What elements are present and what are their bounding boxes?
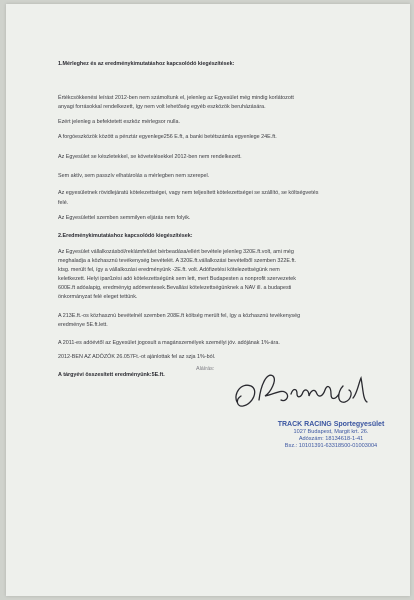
section1-line: Az Egyesülettel szemben semmilyen eljárás nem folyik. [58,215,191,221]
section2-line: ktsg. merült fel, így a vállalkozási eredményünk -2E.ft. volt. Adófizetési kötelezettségünk nem [58,267,280,273]
section2-line: keletkezett. Helyi iparűzési adó kötelezettségünk sem lett, mert Budapesten a nonprofit szervezetek [58,276,296,282]
section2-line: 2012-BEN AZ ADÓZÓK 26.057Ft.-ot ajánlottak fel az szja 1%-ból. [58,354,216,360]
section1-heading: 1.Mérleghez és az eredménykimutatáshoz kapcsolódó kiegészítések: [58,61,235,67]
section1-line: anyagi forrásokkal rendelkezett, így nem volt lehetőség egyéb eszközök beruházására. [58,104,266,110]
signature-label: Aláírás: [196,366,215,372]
section2-line: 600E.ft adóalapig, eredményig adómentesek.Bevallási kötelezettségünknek a NAV ill. a budapesti [58,285,292,291]
section2-line: Az Egyesület vállalkozásból/reklámfelület bérbeadása/ellért bevétele jelenleg 320E.ft.volt, ami még [58,249,294,255]
handwritten-signature [231,364,376,414]
section1-line: A forgóeszközök között a pénztár egyenlege256 E.ft, a banki betétszámla egyenlege 24E.ft. [58,134,277,140]
section1-line: Az egyesületnek rövidlejáratú kötelezettségei, vagy nem teljesített kötelezettségei se szállító, se költségvetés [58,190,319,196]
section2-line: meghaladja a közhasznú tevékenység bevételét. A 320E.ft.vállalkozási bevételből szemben 322E.ft. [58,258,296,264]
document-page [6,4,410,596]
section2-heading: 2.Eredménykimutatáshoz kapcsolódó kiegészítések: [58,233,193,239]
section1-line: Ezért jelenleg a befektetett eszköz mérlegsor nulla. [58,119,180,125]
section2-line: eredménye 5E.ft.lett. [58,322,108,328]
section1-line: Az Egyesület se készletekkel, se követelésekkel 2012-ben nem rendelkezett. [58,154,242,160]
section1-line: Sem aktív, sem passzív elhatárolás a mérlegben nem szerepel. [58,173,210,179]
section1-line: Értékcsökkenési leírást 2012-ben nem számoltunk el, jelenleg az Egyesület még mindig korlátozott [58,95,294,101]
stamp-address: 1027 Budapest, Margit krt. 26. [293,429,369,435]
stamp-organization-name: TRACK RACING Sportegyesület [277,421,385,428]
section2-line: A 2011-es adóévtől az Egyesület jogosult a magánszemélyek személyi jöv. adójának 1%-ára. [58,340,280,346]
result-line: A tárgyévi összesített eredményünk:5E.ft. [58,372,165,378]
section1-line: felé. [58,200,69,206]
stamp-bank-account: Bsz.: 10101391-63318500-01003004 [284,443,378,449]
section2-line: önkormányzat felé eleget tettünk. [58,294,138,300]
stamp-tax-number: Adószám: 18134618-1-41 [298,436,364,442]
organization-stamp [256,421,406,450]
section2-line: A 213E.ft.-os közhasznú bevételnél szemben 208E.ft költség merült fel, így a közhasznú tevékenység [58,313,301,319]
